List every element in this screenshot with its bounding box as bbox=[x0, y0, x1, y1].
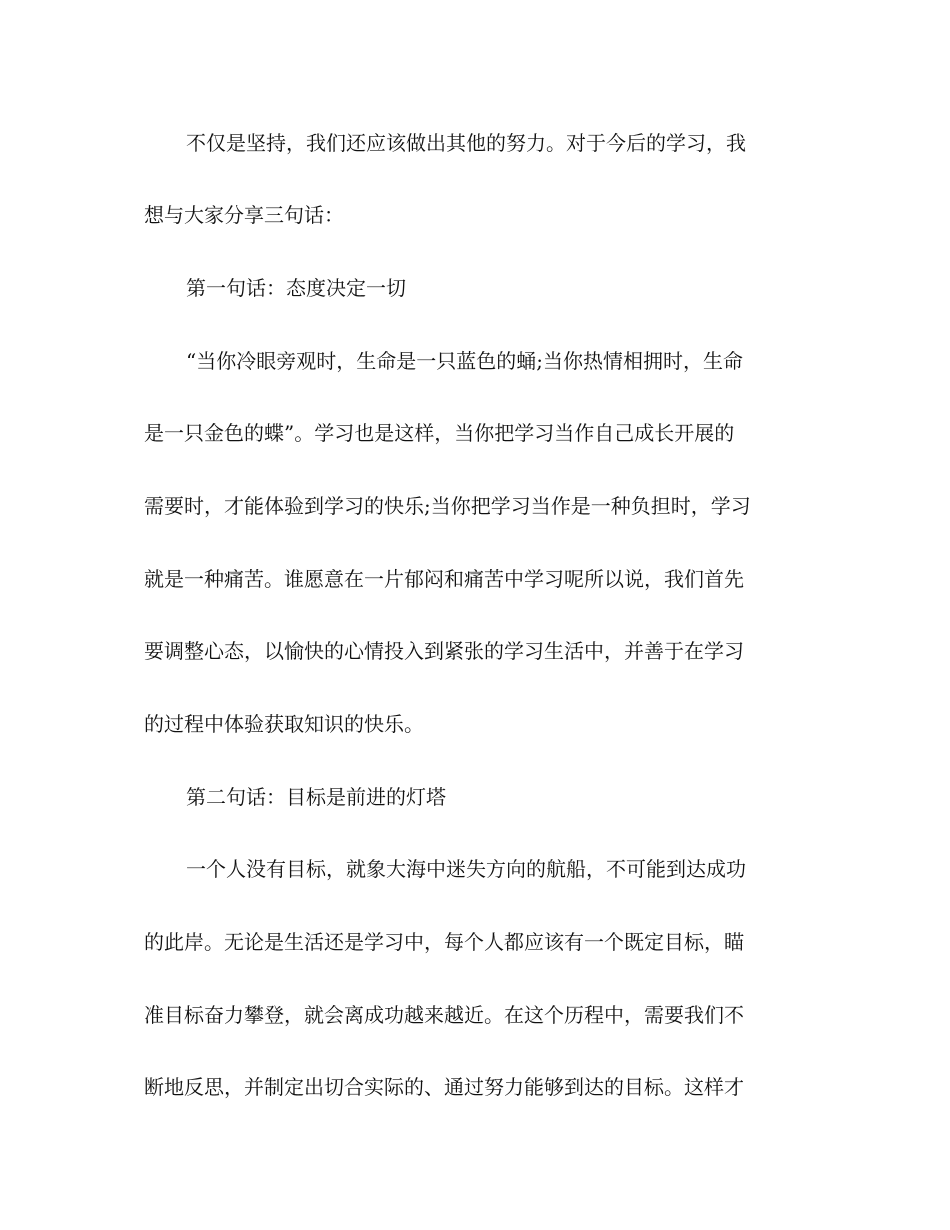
text-line: 想与大家分享三句话： bbox=[144, 203, 344, 227]
text-line: 的此岸。无论是生活还是学习中，每个人都应该有一个既定目标，瞄 bbox=[144, 930, 744, 954]
text-line: 需要时，才能体验到学习的快乐;当你把学习当作是一种负担时，学习 bbox=[144, 494, 751, 518]
text-line: 断地反思，并制定出切合实际的、通过努力能够到达的目标。这样才 bbox=[144, 1075, 744, 1099]
text-line: “当你冷眼旁观时，生命是一只蓝色的蛹;当你热情相拥时，生命 bbox=[186, 349, 743, 373]
text-line: 准目标奋力攀登，就会离成功越来越近。在这个历程中，需要我们不 bbox=[144, 1003, 744, 1027]
section-heading: 第一句话：态度决定一切 bbox=[186, 276, 406, 300]
text-line: 不仅是坚持，我们还应该做出其他的努力。对于今后的学习，我 bbox=[186, 131, 746, 155]
section-heading: 第二句话：目标是前进的灯塔 bbox=[186, 785, 446, 809]
text-line: 是一只金色的蝶”。学习也是这样，当你把学习当作自己成长开展的 bbox=[144, 421, 735, 445]
text-line: 一个人没有目标，就象大海中迷失方向的航船，不可能到达成功 bbox=[186, 857, 746, 881]
text-line: 的过程中体验获取知识的快乐。 bbox=[144, 712, 424, 736]
text-line: 就是一种痛苦。谁愿意在一片郁闷和痛苦中学习呢所以说，我们首先 bbox=[144, 567, 744, 591]
text-line: 要调整心态，以愉快的心情投入到紧张的学习生活中，并善于在学习 bbox=[144, 639, 744, 663]
